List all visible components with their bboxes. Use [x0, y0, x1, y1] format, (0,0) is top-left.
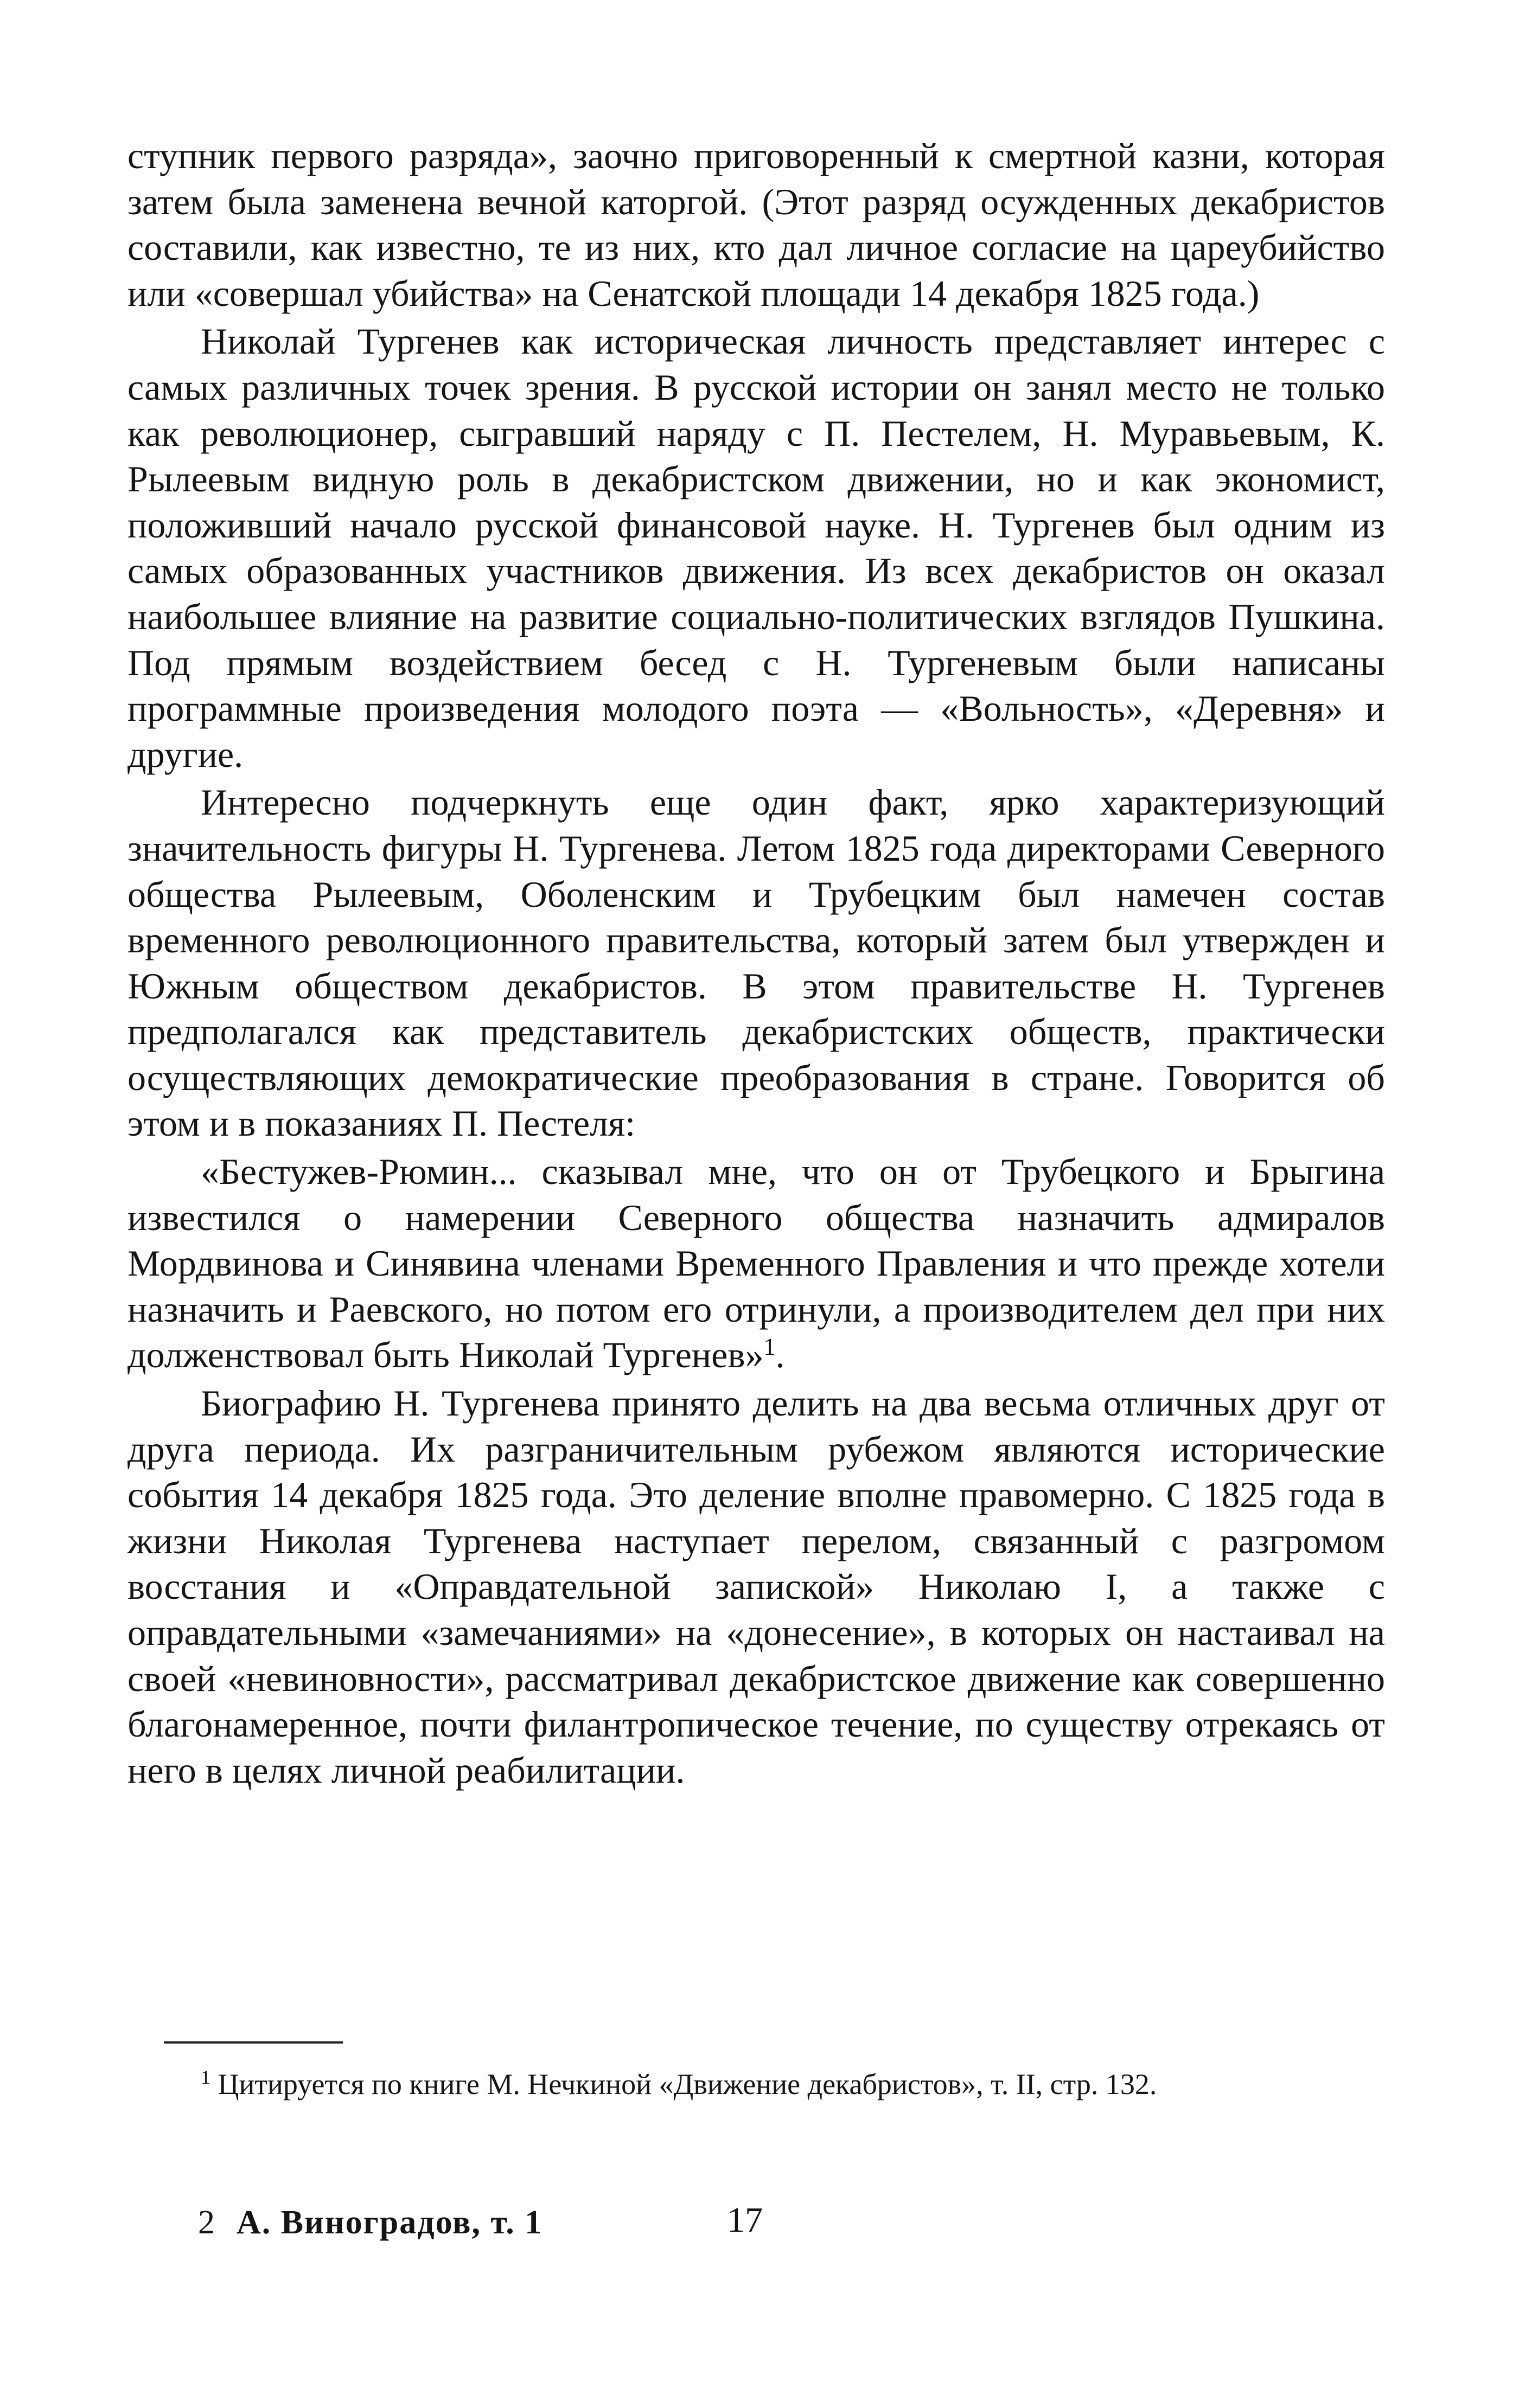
- signature-text: А. Виноградов, т. 1: [237, 2204, 543, 2241]
- page-number: 17: [727, 2200, 763, 2240]
- signature-number: 2: [198, 2204, 215, 2241]
- paragraph-continuation: ступник первого разряда», заочно приговоренный к смертной казни, которая затем была заменена вечной каторгой. (Этот разряд осужденных декабристов составили, как известно, те из них, кто дал личное согласие на цареубийство или «совершал убийства» на Сенатской площади 14 декабря 1825 года.): [127, 135, 1385, 314]
- paragraph-pestel-quote: [127, 1149, 1385, 1378]
- paragraph-government-fact: Интересно подчеркнуть еще один факт, ярко характеризующий значительность фигуры Н. Тургенева. Летом 1825 года директорами Северного общества Рылеевым, Оболенским и Трубецким был намечен состав временного революционного правительства, который затем был утвержден и Южным обществом декабристов. В этом правительстве Н. Тургенев предполагался как представитель декабристских обществ, практически осуществляющих демократические преобразования в стране. Говорится об этом и в показаниях П. Пестеля:: [127, 782, 1385, 1144]
- footnote-text: Цитируется по книге М. Нечкиной «Движение декабристов», т. II, стр. 132.: [218, 2068, 1157, 2100]
- pestel-quote-text: «Бестужев-Рюмин... сказывал мне, что он от Трубецкого и Брыгина известился о намерении Северного общества назначить адмиралов Мордвинова и Синявина членами Временного Правления и что прежде хотели назначить и Раевского, но потом его отринули, а производителем дел при них долженствовал быть Николай Тургенев»: [127, 1151, 1385, 1376]
- footnote-divider: [164, 2041, 343, 2044]
- paragraph-biography: Биографию Н. Тургенева принято делить на два весьма отличных друг от друга периода. Их разграничительным рубежом являются исторические события 14 декабря 1825 года. Это деление вполне правомерно. С 1825 года в жизни Николая Тургенева наступает перелом, связанный с разгромом восстания и «Оправдательной запиской» Николаю I, а также с оправдательными «замечаниями» на «донесение», в которых он настаивал на своей «невиновности», рассматривал декабристское движение как совершенно благонамеренное, почти филантропическое течение, по существу отрекаясь от него в целях личной реабилитации.: [127, 1382, 1385, 1791]
- footnote: [127, 2064, 1385, 2104]
- footnote-reference: 1: [763, 1333, 776, 1360]
- footnote-mark: 1: [201, 2066, 210, 2088]
- printer-signature: [198, 2201, 542, 2244]
- quote-tail: .: [775, 1334, 785, 1376]
- paragraph-turgenev-personality: Николай Тургенев как историческая личность представляет интерес с самых различных точек зрения. В русской истории он занял место не только как революционер, сыгравший наряду с П. Пестелем, Н. Муравьевым, К. Рылеевым видную роль в декабристском движении, но и как экономист, положивший начало русской финансовой науке. Н. Тургенев был одним из самых образованных участников движения. Из всех декабристов он оказал наибольшее влияние на развитие социально-политических взглядов Пушкина. Под прямым воздействием бесед с Н. Тургеневым были написаны программные произведения молодого поэта — «Вольность», «Деревня» и другие.: [127, 321, 1385, 775]
- main-text: [127, 133, 1385, 1793]
